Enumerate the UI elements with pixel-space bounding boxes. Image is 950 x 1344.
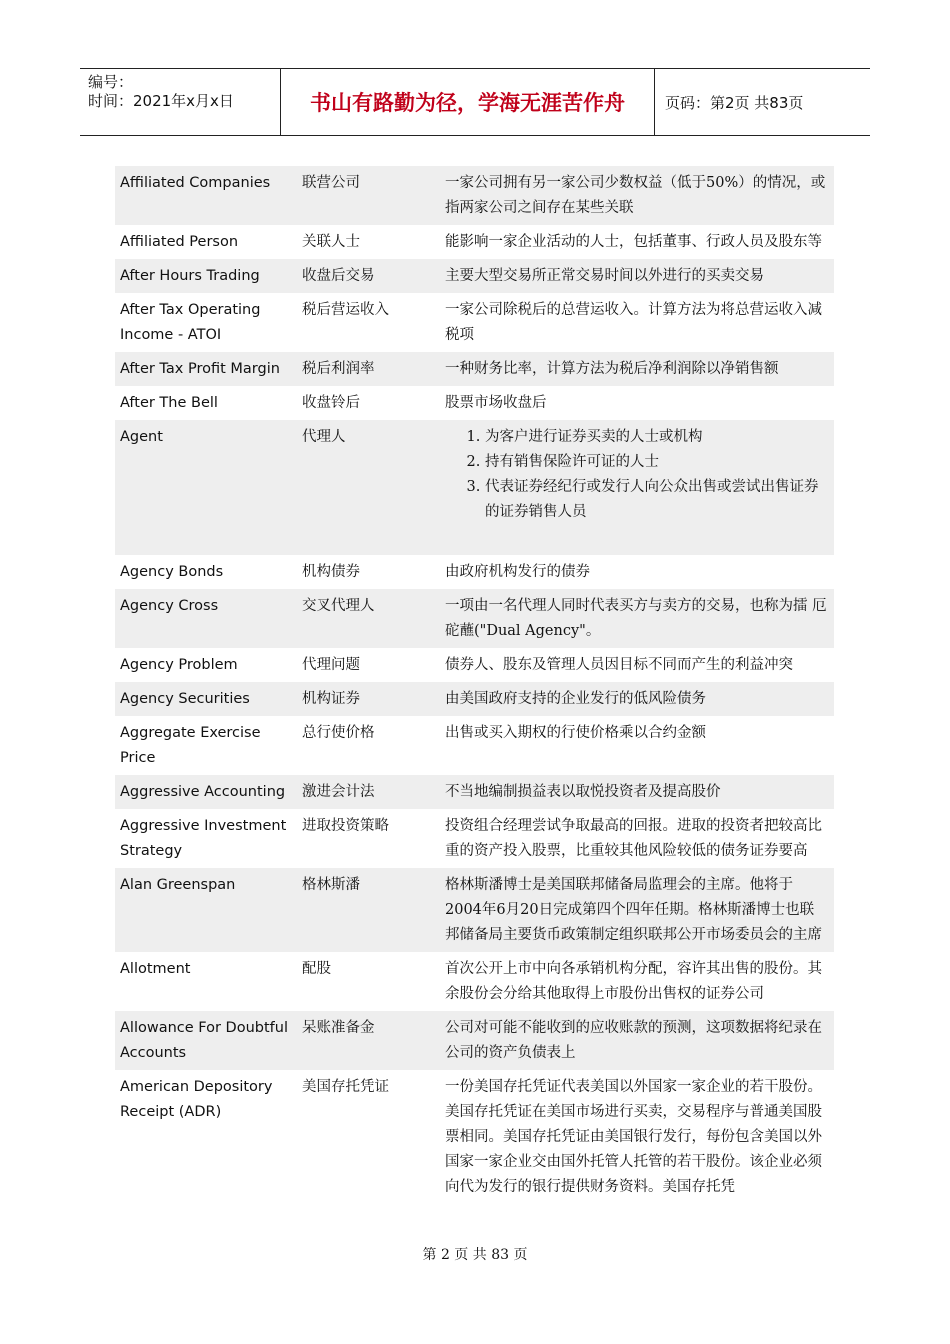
term-english: Aggressive Investment Strategy (120, 818, 287, 859)
term-description: 格林斯潘博士是美国联邦储备局监理会的主席。他将于2004年6月20日完成第四个四年任期。格林斯潘博士也联邦储备局主要货币政策制定组织联邦公开市场委员会的主席 (445, 877, 822, 943)
term-english: Affiliated Person (120, 234, 239, 250)
term-description: 不当地编制损益表以取悦投资者及提高股价 (445, 784, 721, 800)
table-row (115, 1070, 834, 1204)
term-english: American Depository Receipt (ADR) (120, 1079, 273, 1120)
term-chinese: 税后营运收入 (302, 302, 389, 318)
term-description: 由美国政府支持的企业发行的低风险债务 (445, 691, 706, 707)
list-item: 3. 代表证券经纪行或发行人向公众出售或尝试出售证券的证券销售人员 (485, 475, 828, 525)
term-chinese: 激进会计法 (302, 784, 375, 800)
term-english: Agency Securities (120, 691, 250, 707)
term-english: Agent (120, 429, 163, 445)
term-chinese: 机构债券 (302, 564, 360, 580)
table-row (115, 225, 834, 259)
term-english: Affiliated Companies (120, 175, 271, 191)
term-english: Aggregate Exercise Price (120, 725, 261, 766)
table-row (115, 648, 834, 682)
term-chinese: 税后利润率 (302, 361, 375, 377)
term-description: 债券人、股东及管理人员因目标不同而产生的利益冲突 (445, 657, 793, 673)
term-english: Agency Problem (120, 657, 238, 673)
term-description (440, 425, 834, 525)
term-chinese: 联营公司 (302, 175, 360, 191)
term-english: Agency Bonds (120, 564, 224, 580)
term-description: 主要大型交易所正常交易时间以外进行的买卖交易 (445, 268, 764, 284)
term-description: 公司对可能不能收到的应收账款的预测，这项数据将纪录在公司的资产负债表上 (445, 1020, 822, 1061)
table-row (115, 868, 834, 952)
term-chinese: 格林斯潘 (302, 877, 360, 893)
term-chinese: 进取投资策略 (302, 818, 389, 834)
list-item: 2. 持有销售保险许可证的人士 (485, 450, 828, 475)
table-row (115, 293, 834, 352)
time-label: 时间：2021年x月x日 (88, 92, 234, 110)
table-row (115, 682, 834, 716)
table-row (115, 166, 834, 225)
table-row (115, 352, 834, 386)
description-list (445, 425, 828, 525)
term-description: 一份美国存托凭证代表美国以外国家一家企业的若干股份。美国存托凭证在美国市场进行买卖，交易程序与普通美国股票相同。美国存托凭证由美国银行发行，每份包含美国以外国家一家企业交由国外托管人托管的若干股份。该企业必须向代为发行的银行提供财务资料。美国存托凭 (445, 1079, 822, 1195)
term-description: 首次公开上市中向各承销机构分配，容许其出售的股份。其余股份会分给其他取得上市股份出售权的证券公司 (445, 961, 822, 1002)
term-english: Alan Greenspan (120, 877, 236, 893)
table-row (115, 420, 834, 555)
term-description: 一项由一名代理人同时代表买方与卖方的交易，也称为擂 厄 砣蘸("Dual Agency"。 (445, 598, 827, 639)
term-chinese: 美国存托凭证 (302, 1079, 389, 1095)
table-row (115, 716, 834, 775)
term-english: After Tax Operating Income - ATOI (120, 302, 261, 343)
term-description: 出售或买入期权的行使价格乘以合约金额 (445, 725, 706, 741)
term-english: Allotment (120, 961, 191, 977)
term-description: 一家公司拥有另一家公司少数权益（低于50%）的情况，或指两家公司之间存在某些关联 (445, 175, 826, 216)
page-footer: 第 2 页 共 83 页 (422, 1247, 528, 1263)
term-description: 投资组合经理尝试争取最高的回报。进取的投资者把较高比重的资产投入股票，比重较其他风险较低的债务证券要高 (445, 818, 822, 859)
term-english: After Tax Profit Margin (120, 361, 280, 377)
term-description: 能影响一家企业活动的人士，包括董事、行政人员及股东等 (445, 234, 822, 250)
term-description: 一种财务比率，计算方法为税后净利润除以净销售额 (445, 361, 779, 377)
table-row (115, 809, 834, 868)
list-item: 1. 为客户进行证券买卖的人士或机构 (485, 425, 828, 450)
term-chinese: 配股 (302, 961, 331, 977)
term-chinese: 收盘后交易 (302, 268, 375, 284)
header-motto: 书山有路勤为径，学海无涯苦作舟 (281, 69, 655, 135)
term-chinese: 总行使价格 (302, 725, 375, 741)
table-row (115, 386, 834, 420)
term-english: After Hours Trading (120, 268, 260, 284)
term-chinese: 代理人 (302, 429, 346, 445)
term-chinese: 交叉代理人 (302, 598, 375, 614)
page-header (80, 68, 870, 136)
term-english: Aggressive Accounting (120, 784, 286, 800)
term-description: 一家公司除税后的总营运收入。计算方法为将总营运收入减税项 (445, 302, 822, 343)
term-chinese: 机构证券 (302, 691, 360, 707)
term-description: 股票市场收盘后 (445, 395, 547, 411)
table-row (115, 1011, 834, 1070)
table-row (115, 952, 834, 1011)
table-row (115, 775, 834, 809)
table-row (115, 589, 834, 648)
number-label: 编号： (88, 73, 134, 91)
header-meta (80, 69, 281, 135)
term-chinese: 呆账准备金 (302, 1020, 375, 1036)
term-chinese: 关联人士 (302, 234, 360, 250)
term-english: Agency Cross (120, 598, 219, 614)
term-description: 由政府机构发行的债券 (445, 564, 590, 580)
term-english: Allowance For Doubtful Accounts (120, 1020, 288, 1061)
glossary-table (115, 166, 834, 1204)
term-chinese: 代理问题 (302, 657, 360, 673)
table-row (115, 259, 834, 293)
header-page-label: 页码：第2页 共83页 (665, 93, 804, 112)
term-chinese: 收盘铃后 (302, 395, 360, 411)
term-english: After The Bell (120, 395, 218, 411)
table-row (115, 555, 834, 589)
